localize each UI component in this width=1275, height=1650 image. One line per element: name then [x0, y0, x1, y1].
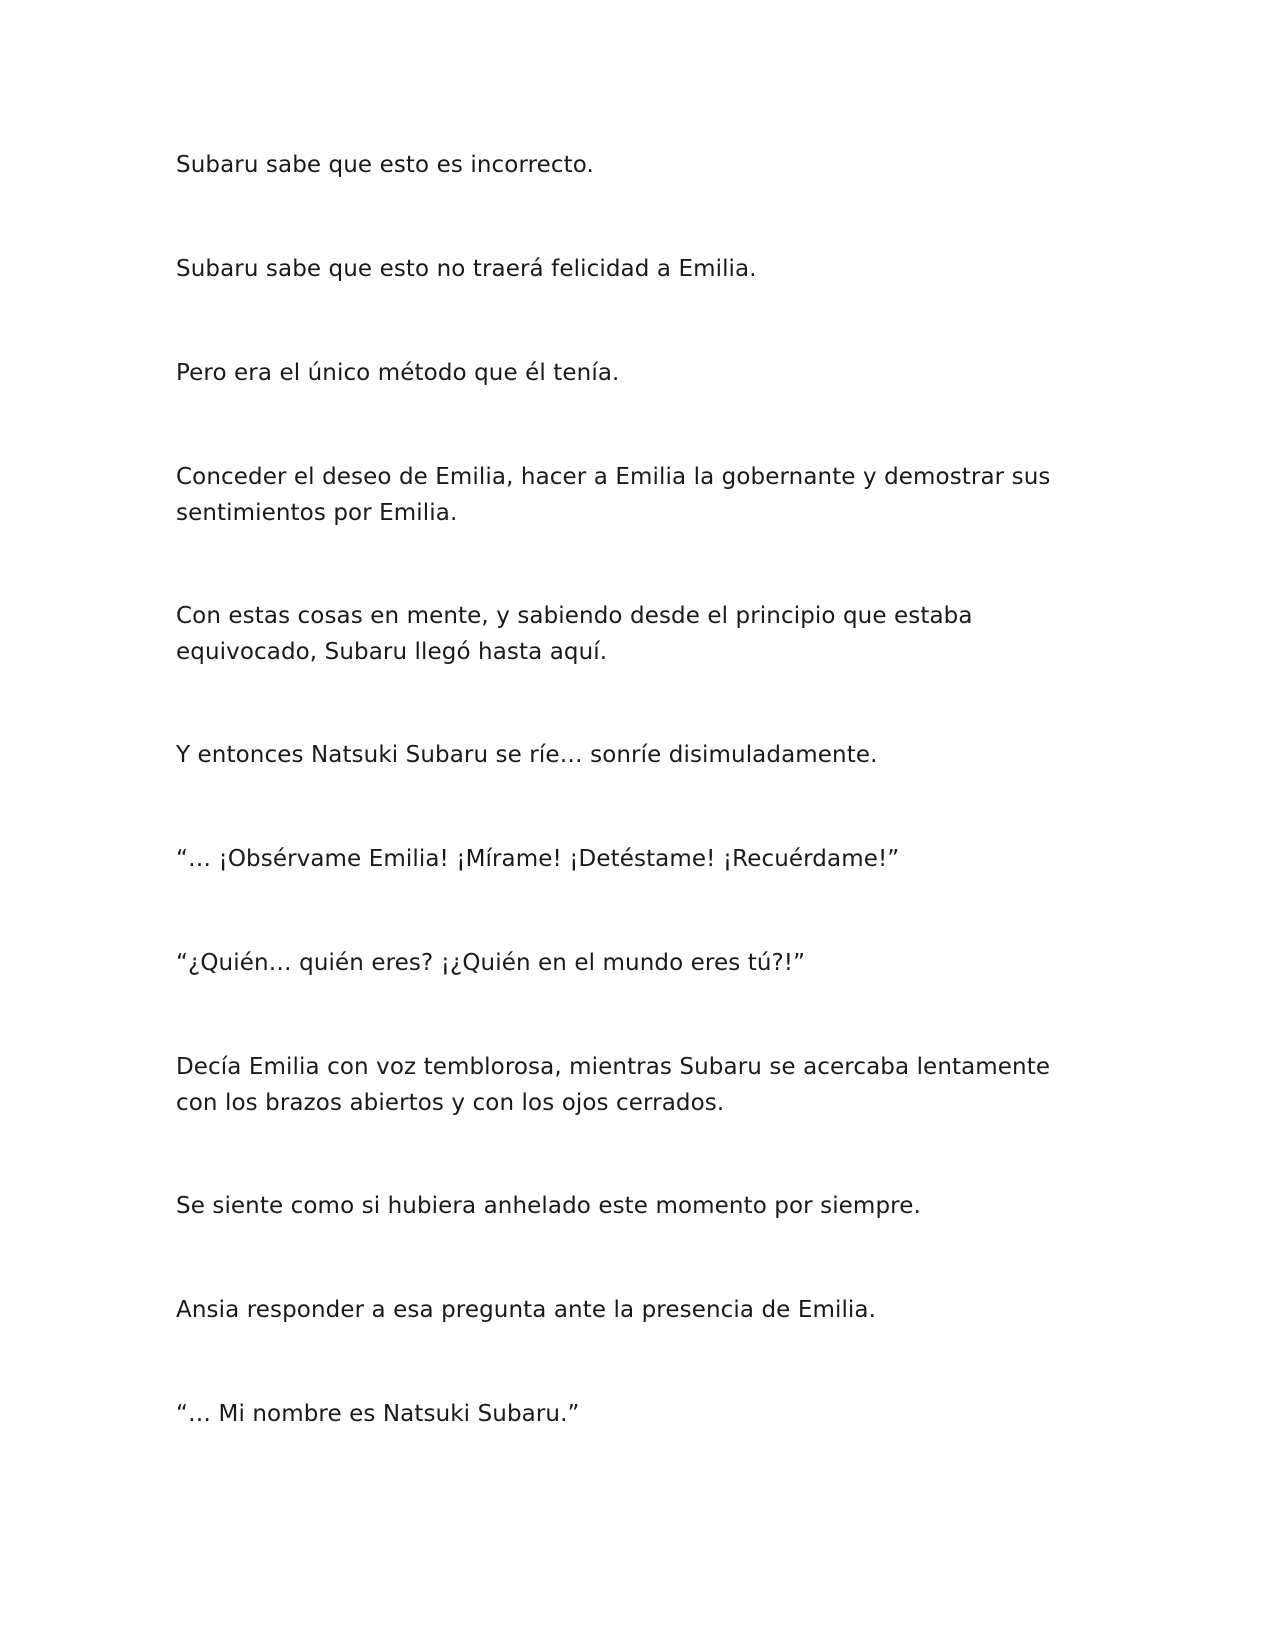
- paragraph-8: “¿Quién… quién eres? ¡¿Quién en el mundo eres tú?!”: [176, 950, 806, 976]
- paragraph-9: Decía Emilia con voz temblorosa, mientras Subaru se acercaba lentamente con los brazos abiertos y con los ojos cerrados.: [176, 1054, 1051, 1116]
- paragraph-7: “… ¡Obsérvame Emilia! ¡Mírame! ¡Detéstame! ¡Recuérdame!”: [176, 846, 900, 872]
- paragraph-11: Ansia responder a esa pregunta ante la presencia de Emilia.: [176, 1297, 877, 1323]
- paragraph-12: “… Mi nombre es Natsuki Subaru.”: [176, 1401, 580, 1427]
- paragraph-2: Subaru sabe que esto no traerá felicidad a Emilia.: [176, 256, 757, 282]
- paragraph-1: Subaru sabe que esto es incorrecto.: [176, 152, 594, 178]
- paragraph-5: Con estas cosas en mente, y sabiendo desde el principio que estaba equivocado, Subaru llegó hasta aquí.: [176, 603, 973, 665]
- paragraph-3: Pero era el único método que él tenía.: [176, 360, 620, 386]
- paragraph-6: Y entonces Natsuki Subaru se ríe… sonríe disimuladamente.: [176, 742, 878, 768]
- paragraph-4: Conceder el deseo de Emilia, hacer a Emilia la gobernante y demostrar sus sentimientos por Emilia.: [176, 464, 1051, 526]
- paragraph-10: Se siente como si hubiera anhelado este momento por siempre.: [176, 1193, 921, 1219]
